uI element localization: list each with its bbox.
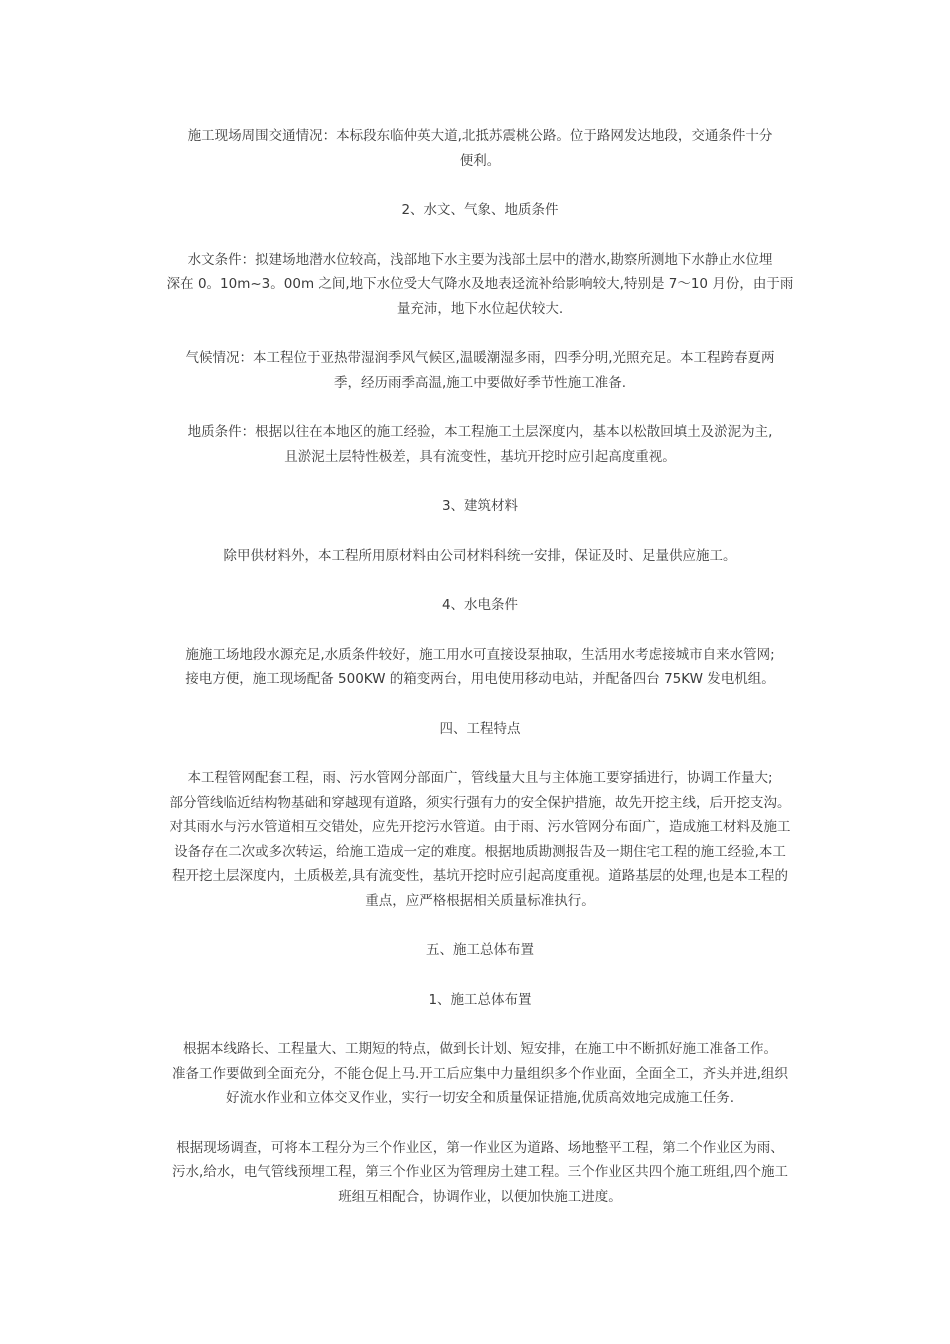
document-body	[140, 124, 820, 1209]
section-heading-utilities: 4、水电条件	[441, 597, 519, 613]
text-line: 便利。	[459, 152, 501, 169]
text-line: 深在 0。10m~3。00m 之间,地下水位受大气降水及地表迳流补给影响较大,特别是 7～10 月份，由于雨	[166, 276, 794, 292]
text-line: 设备存在二次或多次转运，给施工造成一定的难度。根据地质勘测报告及一期住宅工程的施工经验,本工	[174, 843, 786, 860]
text-line: 除甲供材料外，本工程所用原材料由公司材料科统一安排，保证及时、足量供应施工。	[223, 547, 737, 564]
utilities-paragraph	[140, 643, 820, 692]
text-line: 接电方便，施工现场配备 500KW 的箱变两台，用电使用移动电站，并配备四台 75KW 发电机组。	[185, 671, 775, 687]
climate-paragraph	[140, 346, 820, 395]
hydrology-paragraph	[140, 248, 820, 322]
traffic-paragraph	[140, 124, 820, 173]
section-heading-hydro: 2、水文、气象、地质条件	[401, 202, 559, 218]
text-line: 水文条件：拟建场地潜水位较高，浅部地下水主要为浅部土层中的潜水,勘察所测地下水静止水位埋	[187, 251, 773, 268]
text-line: 地质条件：根据以往在本地区的施工经验，本工程施工土层深度内，基本以松散回填土及淤泥为主,	[187, 424, 773, 440]
text-line: 根据本线路长、工程量大、工期短的特点，做到长计划、短安排，在施工中不断抓好施工准备工作。	[183, 1041, 777, 1057]
text-line: 气候情况：本工程位于亚热带湿润季风气候区,温暖潮湿多雨，四季分明,光照充足。本工程跨春夏两	[185, 350, 775, 366]
text-line: 量充沛，地下水位起伏较大.	[396, 300, 564, 317]
text-line: 施施工场地段水源充足,水质条件较好，施工用水可直接设泵抽取，生活用水考虑接城市自来水管网;	[185, 646, 775, 663]
layout-paragraph-1	[140, 1037, 820, 1111]
text-line: 好流水作业和立体交叉作业，实行一切安全和质量保证措施,优质高效地完成施工任务.	[225, 1090, 735, 1106]
layout-paragraph-2	[140, 1136, 820, 1210]
materials-paragraph	[140, 544, 820, 569]
section-heading-materials: 3、建筑材料	[441, 498, 519, 514]
text-line: 季，经历雨季高温,施工中要做好季节性施工准备.	[333, 374, 627, 391]
text-line: 重点，应严格根据相关质量标准执行。	[365, 892, 595, 909]
text-line: 准备工作要做到全面充分，不能仓促上马.开工后应集中力量组织多个作业面，全面全工，齐头并进,组织	[171, 1065, 789, 1082]
text-line: 部分管线临近结构物基础和穿越现有道路，须实行强有力的安全保护措施，故先开挖主线，后开挖支沟。	[169, 794, 791, 811]
features-paragraph	[140, 766, 820, 913]
text-line: 对其雨水与污水管道相互交错处，应先开挖污水管道。由于雨、污水管网分布面广，造成施工材料及施工	[169, 819, 791, 835]
text-line: 且淤泥土层特性极差，具有流变性，基坑开挖时应引起高度重视。	[284, 448, 676, 465]
text-line: 程开挖土层深度内，土质极差,具有流变性，基坑开挖时应引起高度重视。道路基层的处理,也是本工程的	[171, 868, 789, 884]
text-line: 班组互相配合，协调作业，以便加快施工进度。	[338, 1188, 622, 1205]
section-heading-features: 四、工程特点	[439, 720, 521, 737]
text-line: 根据现场调查，可将本工程分为三个作业区，第一作业区为道路、场地整平工程，第二个作业区为雨、	[176, 1139, 784, 1156]
text-line: 污水,给水，电气管线预埋工程，第三个作业区为管理房土建工程。三个作业区共四个施工班组,四个施工	[171, 1164, 789, 1180]
section-heading-layout: 五、施工总体布置	[426, 942, 534, 958]
text-line: 本工程管网配套工程，雨、污水管网分部面广，管线量大且与主体施工要穿插进行，协调工作量大;	[187, 770, 773, 786]
subsection-heading-layout: 1、施工总体布置	[428, 991, 532, 1008]
text-line: 施工现场周围交通情况：本标段东临仲英大道,北抵苏震桃公路。位于路网发达地段，交通条件十分	[187, 128, 773, 144]
geology-paragraph	[140, 420, 820, 469]
